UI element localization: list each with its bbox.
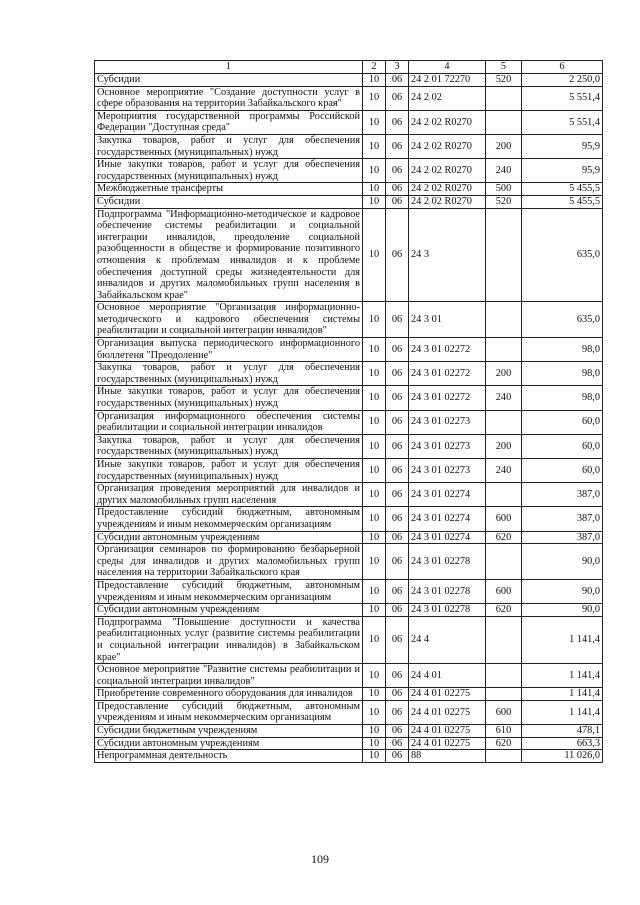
row-name-cell: Предоставление субсидий бюджетным, автономным учреждениям и иным некоммерческим организациям <box>95 507 363 531</box>
row-expense-type-cell <box>486 208 522 302</box>
table-row <box>95 700 603 724</box>
row-name-cell: Основное мероприятие "Развитие системы реабилитации и социальной интеграции инвалидов" <box>95 664 363 688</box>
row-section-cell: 10 <box>363 410 386 434</box>
row-name-cell: Субсидии <box>95 74 363 87</box>
row-amount-cell: 95,9 <box>522 134 603 158</box>
row-section-cell: 10 <box>363 737 386 750</box>
row-expense-type-cell: 520 <box>486 195 522 208</box>
row-section-cell: 10 <box>363 483 386 507</box>
row-amount-cell: 387,0 <box>522 507 603 531</box>
row-subsection-cell: 06 <box>386 725 409 738</box>
row-target-article-cell: 24 4 01 02275 <box>409 725 486 738</box>
row-target-article-cell: 24 4 01 02275 <box>409 688 486 701</box>
row-section-cell: 10 <box>363 616 386 663</box>
row-section-cell: 10 <box>363 159 386 183</box>
row-name-cell: Субсидии автономным учреждениям <box>95 737 363 750</box>
row-target-article-cell: 88 <box>409 750 486 763</box>
row-name-cell: Иные закупки товаров, работ и услуг для обеспечения государственных (муниципальных) нужд <box>95 459 363 483</box>
row-amount-cell: 98,0 <box>522 386 603 410</box>
table-row <box>95 507 603 531</box>
row-section-cell: 10 <box>363 134 386 158</box>
row-section-cell: 10 <box>363 386 386 410</box>
table-row <box>95 362 603 386</box>
row-expense-type-cell <box>486 544 522 580</box>
row-subsection-cell: 06 <box>386 302 409 338</box>
row-name-cell: Основное мероприятие "Создание доступности услуг в сфере образования на территории Забайкальского края" <box>95 86 363 110</box>
row-subsection-cell: 06 <box>386 579 409 603</box>
row-target-article-cell: 24 4 01 02275 <box>409 700 486 724</box>
page-number: 109 <box>311 852 329 866</box>
row-target-article-cell: 24 2 02 R0270 <box>409 183 486 196</box>
row-subsection-cell: 06 <box>386 700 409 724</box>
row-target-article-cell: 24 3 01 02278 <box>409 544 486 580</box>
row-name-cell: Закупка товаров, работ и услуг для обеспечения государственных (муниципальных) нужд <box>95 134 363 158</box>
row-section-cell: 10 <box>363 86 386 110</box>
row-expense-type-cell: 620 <box>486 604 522 617</box>
row-subsection-cell: 06 <box>386 604 409 617</box>
row-amount-cell: 1 141,4 <box>522 664 603 688</box>
row-amount-cell: 663,3 <box>522 737 603 750</box>
table-row <box>95 338 603 362</box>
row-section-cell: 10 <box>363 459 386 483</box>
row-name-cell: Субсидии автономным учреждениям <box>95 604 363 617</box>
table-row <box>95 616 603 663</box>
row-amount-cell: 1 141,4 <box>522 616 603 663</box>
row-target-article-cell: 24 2 02 R0270 <box>409 159 486 183</box>
row-name-cell: Непрограммная деятельность <box>95 750 363 763</box>
table-row <box>95 531 603 544</box>
table-row <box>95 483 603 507</box>
row-subsection-cell: 06 <box>386 688 409 701</box>
row-amount-cell: 98,0 <box>522 338 603 362</box>
row-target-article-cell: 24 3 01 02272 <box>409 338 486 362</box>
row-name-cell: Субсидии бюджетным учреждениям <box>95 725 363 738</box>
row-section-cell: 10 <box>363 664 386 688</box>
row-amount-cell: 60,0 <box>522 434 603 458</box>
row-expense-type-cell: 610 <box>486 725 522 738</box>
row-section-cell: 10 <box>363 688 386 701</box>
row-expense-type-cell <box>486 750 522 763</box>
row-name-cell: Иные закупки товаров, работ и услуг для обеспечения государственных (муниципальных) нужд <box>95 159 363 183</box>
row-name-cell: Подпрограмма "Информационно-методическое и кадровое обеспечение системы реабилитации и социальной интеграции инвалидов, преодоление социальной разобщенности в обществе и формирование позитивного отношения к проблемам инвалидов и к проблеме обеспечения доступной среды жизнедеятельности для инвалидов и других маломобильных групп населения в Забайкальском крае" <box>95 208 363 302</box>
row-expense-type-cell <box>486 338 522 362</box>
row-subsection-cell: 06 <box>386 134 409 158</box>
row-target-article-cell: 24 3 01 02273 <box>409 434 486 458</box>
row-amount-cell: 11 026,0 <box>522 750 603 763</box>
table-header-row <box>95 61 603 74</box>
row-subsection-cell: 06 <box>386 362 409 386</box>
table-row <box>95 386 603 410</box>
row-name-cell: Закупка товаров, работ и услуг для обеспечения государственных (муниципальных) нужд <box>95 434 363 458</box>
table-row <box>95 302 603 338</box>
row-amount-cell: 1 141,4 <box>522 688 603 701</box>
row-section-cell: 10 <box>363 579 386 603</box>
row-target-article-cell: 24 3 <box>409 208 486 302</box>
row-subsection-cell: 06 <box>386 410 409 434</box>
row-target-article-cell: 24 3 01 02278 <box>409 604 486 617</box>
row-target-article-cell: 24 3 01 02274 <box>409 531 486 544</box>
row-target-article-cell: 24 2 02 R0270 <box>409 134 486 158</box>
row-section-cell: 10 <box>363 434 386 458</box>
row-amount-cell: 2 250,0 <box>522 74 603 87</box>
row-amount-cell: 5 551,4 <box>522 110 603 134</box>
row-section-cell: 10 <box>363 531 386 544</box>
row-expense-type-cell: 620 <box>486 737 522 750</box>
row-subsection-cell: 06 <box>386 750 409 763</box>
row-target-article-cell: 24 3 01 <box>409 302 486 338</box>
table-row <box>95 208 603 302</box>
row-subsection-cell: 06 <box>386 544 409 580</box>
row-subsection-cell: 06 <box>386 338 409 362</box>
row-expense-type-cell <box>486 410 522 434</box>
header-cell: 5 <box>486 61 522 74</box>
row-section-cell: 10 <box>363 507 386 531</box>
row-section-cell: 10 <box>363 544 386 580</box>
row-amount-cell: 5 455,5 <box>522 183 603 196</box>
row-subsection-cell: 06 <box>386 208 409 302</box>
table-row <box>95 74 603 87</box>
row-expense-type-cell: 200 <box>486 134 522 158</box>
row-section-cell: 10 <box>363 725 386 738</box>
table-row <box>95 604 603 617</box>
row-amount-cell: 60,0 <box>522 459 603 483</box>
row-name-cell: Основное мероприятие "Организация информационно-методического и кадрового обеспечения системы реабилитации и социальной интеграции инвалидов" <box>95 302 363 338</box>
row-target-article-cell: 24 4 01 02275 <box>409 737 486 750</box>
row-section-cell: 10 <box>363 74 386 87</box>
row-section-cell: 10 <box>363 362 386 386</box>
table-row <box>95 410 603 434</box>
row-amount-cell: 90,0 <box>522 544 603 580</box>
row-subsection-cell: 06 <box>386 386 409 410</box>
row-amount-cell: 387,0 <box>522 483 603 507</box>
row-amount-cell: 1 141,4 <box>522 700 603 724</box>
row-expense-type-cell: 200 <box>486 362 522 386</box>
row-section-cell: 10 <box>363 195 386 208</box>
row-subsection-cell: 06 <box>386 483 409 507</box>
row-target-article-cell: 24 3 01 02274 <box>409 507 486 531</box>
row-target-article-cell: 24 4 <box>409 616 486 663</box>
row-expense-type-cell <box>486 86 522 110</box>
header-cell: 1 <box>95 61 363 74</box>
row-section-cell: 10 <box>363 302 386 338</box>
row-name-cell: Мероприятия государственной программы Российской Федерации "Доступная среда" <box>95 110 363 134</box>
row-amount-cell: 95,9 <box>522 159 603 183</box>
row-name-cell: Организация выпуска периодического информационного бюллетеня "Преодоление" <box>95 338 363 362</box>
row-name-cell: Организация семинаров по формированию безбарьерной среды для инвалидов и других маломобильных групп населения на территории Забайкальского края <box>95 544 363 580</box>
table-row <box>95 110 603 134</box>
table-row <box>95 664 603 688</box>
row-name-cell: Иные закупки товаров, работ и услуг для обеспечения государственных (муниципальных) нужд <box>95 386 363 410</box>
header-cell: 4 <box>409 61 486 74</box>
row-amount-cell: 60,0 <box>522 410 603 434</box>
row-subsection-cell: 06 <box>386 434 409 458</box>
row-subsection-cell: 06 <box>386 664 409 688</box>
row-expense-type-cell: 200 <box>486 434 522 458</box>
row-name-cell: Приобретение современного оборудования для инвалидов <box>95 688 363 701</box>
row-subsection-cell: 06 <box>386 459 409 483</box>
row-subsection-cell: 06 <box>386 616 409 663</box>
row-name-cell: Межбюджетные трансферты <box>95 183 363 196</box>
table-row <box>95 134 603 158</box>
row-section-cell: 10 <box>363 700 386 724</box>
row-name-cell: Закупка товаров, работ и услуг для обеспечения государственных (муниципальных) нужд <box>95 362 363 386</box>
row-subsection-cell: 06 <box>386 183 409 196</box>
table-row <box>95 183 603 196</box>
row-expense-type-cell: 600 <box>486 507 522 531</box>
row-subsection-cell: 06 <box>386 507 409 531</box>
row-section-cell: 10 <box>363 110 386 134</box>
row-expense-type-cell <box>486 302 522 338</box>
table-row <box>95 544 603 580</box>
table-row <box>95 750 603 763</box>
row-expense-type-cell <box>486 688 522 701</box>
table-row <box>95 434 603 458</box>
row-target-article-cell: 24 2 01 72270 <box>409 74 486 87</box>
row-name-cell: Подпрограмма "Повышение доступности и качества реабилитационных услуг (развитие системы реабилитации и социальной интеграции инвалидов) в Забайкальском крае" <box>95 616 363 663</box>
row-subsection-cell: 06 <box>386 86 409 110</box>
header-cell: 2 <box>363 61 386 74</box>
row-amount-cell: 478,1 <box>522 725 603 738</box>
row-subsection-cell: 06 <box>386 195 409 208</box>
table-row <box>95 725 603 738</box>
row-target-article-cell: 24 2 02 R0270 <box>409 195 486 208</box>
table-row <box>95 195 603 208</box>
row-amount-cell: 90,0 <box>522 604 603 617</box>
row-expense-type-cell: 240 <box>486 159 522 183</box>
table-row <box>95 688 603 701</box>
row-subsection-cell: 06 <box>386 737 409 750</box>
row-section-cell: 10 <box>363 183 386 196</box>
row-section-cell: 10 <box>363 338 386 362</box>
row-name-cell: Организация проведения мероприятий для инвалидов и других маломобильных групп населения <box>95 483 363 507</box>
header-cell: 3 <box>386 61 409 74</box>
row-target-article-cell: 24 3 01 02273 <box>409 459 486 483</box>
row-amount-cell: 98,0 <box>522 362 603 386</box>
row-name-cell: Организация информационного обеспечения системы реабилитации и социальной интеграции инвалидов <box>95 410 363 434</box>
row-target-article-cell: 24 3 01 02278 <box>409 579 486 603</box>
row-expense-type-cell: 240 <box>486 386 522 410</box>
row-expense-type-cell <box>486 483 522 507</box>
row-subsection-cell: 06 <box>386 159 409 183</box>
row-name-cell: Субсидии автономным учреждениям <box>95 531 363 544</box>
row-expense-type-cell: 600 <box>486 579 522 603</box>
row-name-cell: Предоставление субсидий бюджетным, автономным учреждениям и иным некоммерческим организациям <box>95 700 363 724</box>
row-target-article-cell: 24 3 01 02273 <box>409 410 486 434</box>
row-target-article-cell: 24 3 01 02272 <box>409 386 486 410</box>
row-expense-type-cell: 620 <box>486 531 522 544</box>
row-amount-cell: 90,0 <box>522 579 603 603</box>
row-amount-cell: 5 455,5 <box>522 195 603 208</box>
row-target-article-cell: 24 3 01 02274 <box>409 483 486 507</box>
row-expense-type-cell: 240 <box>486 459 522 483</box>
row-amount-cell: 635,0 <box>522 302 603 338</box>
row-expense-type-cell: 500 <box>486 183 522 196</box>
row-target-article-cell: 24 4 01 <box>409 664 486 688</box>
row-expense-type-cell <box>486 110 522 134</box>
header-cell: 6 <box>522 61 603 74</box>
table-row <box>95 159 603 183</box>
row-target-article-cell: 24 2 02 R0270 <box>409 110 486 134</box>
row-name-cell: Субсидии <box>95 195 363 208</box>
row-name-cell: Предоставление субсидий бюджетным, автономным учреждениям и иным некоммерческим организациям <box>95 579 363 603</box>
row-subsection-cell: 06 <box>386 110 409 134</box>
row-amount-cell: 387,0 <box>522 531 603 544</box>
row-expense-type-cell: 600 <box>486 700 522 724</box>
row-target-article-cell: 24 2 02 <box>409 86 486 110</box>
row-target-article-cell: 24 3 01 02272 <box>409 362 486 386</box>
table-row <box>95 86 603 110</box>
table-row <box>95 459 603 483</box>
row-section-cell: 10 <box>363 604 386 617</box>
row-expense-type-cell: 520 <box>486 74 522 87</box>
row-amount-cell: 5 551,4 <box>522 86 603 110</box>
row-amount-cell: 635,0 <box>522 208 603 302</box>
table-row <box>95 579 603 603</box>
row-expense-type-cell <box>486 616 522 663</box>
row-section-cell: 10 <box>363 208 386 302</box>
row-expense-type-cell <box>486 664 522 688</box>
row-subsection-cell: 06 <box>386 531 409 544</box>
row-section-cell: 10 <box>363 750 386 763</box>
row-subsection-cell: 06 <box>386 74 409 87</box>
table-row <box>95 737 603 750</box>
budget-table <box>94 60 603 763</box>
